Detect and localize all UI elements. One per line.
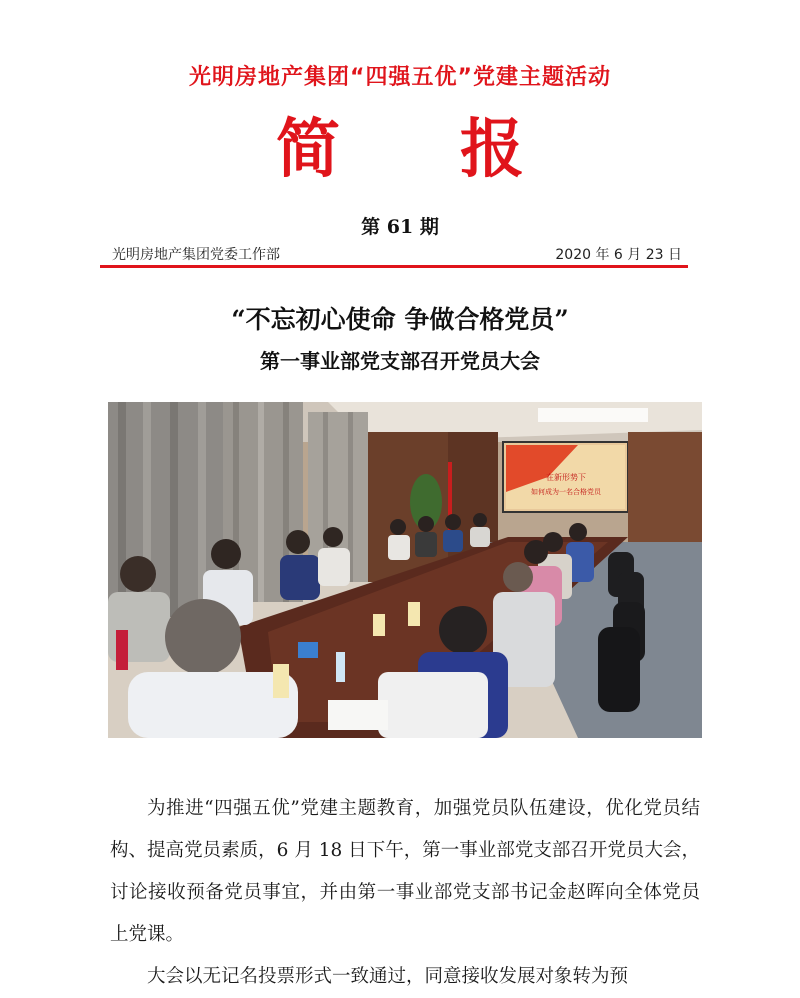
department-name: 光明房地产集团党委工作部 xyxy=(112,247,280,263)
publish-date: 2020 年 6 月 23 日 xyxy=(555,247,682,263)
article-paragraph-2: 大会以无记名投票形式一致通过，同意接收发展对象转为预 xyxy=(147,966,629,987)
issue-number: 第 61 期 xyxy=(361,216,439,238)
bulletin-title-char-1: 简 xyxy=(276,112,340,187)
screen-text-line2: 如何成为一名合格党员 xyxy=(531,488,601,496)
meeting-photo xyxy=(108,402,702,738)
article-headline: “不忘初心使命 争做合格党员” xyxy=(231,305,569,334)
bulletin-title xyxy=(0,112,800,187)
screen-text-line1: 在新形势下 xyxy=(546,473,586,482)
article-subheadline: 第一事业部党支部召开党员大会 xyxy=(260,349,540,373)
banner-title: 光明房地产集团“四强五优”党建主题活动 xyxy=(189,65,611,90)
header-divider xyxy=(100,265,688,268)
article-paragraph-1: 为推进“四强五优”党建主题教育，加强党员队伍建设，优化党员结构、提高党员素质，6 月 18 日下午，第一事业部党支部召开党员大会，讨论接收预备党员事宜，并由第一事业部党支部书记金赵晖向全体党员上党课。 xyxy=(110,798,700,945)
bulletin-title-char-2: 报 xyxy=(460,112,524,187)
article-body xyxy=(110,788,700,998)
